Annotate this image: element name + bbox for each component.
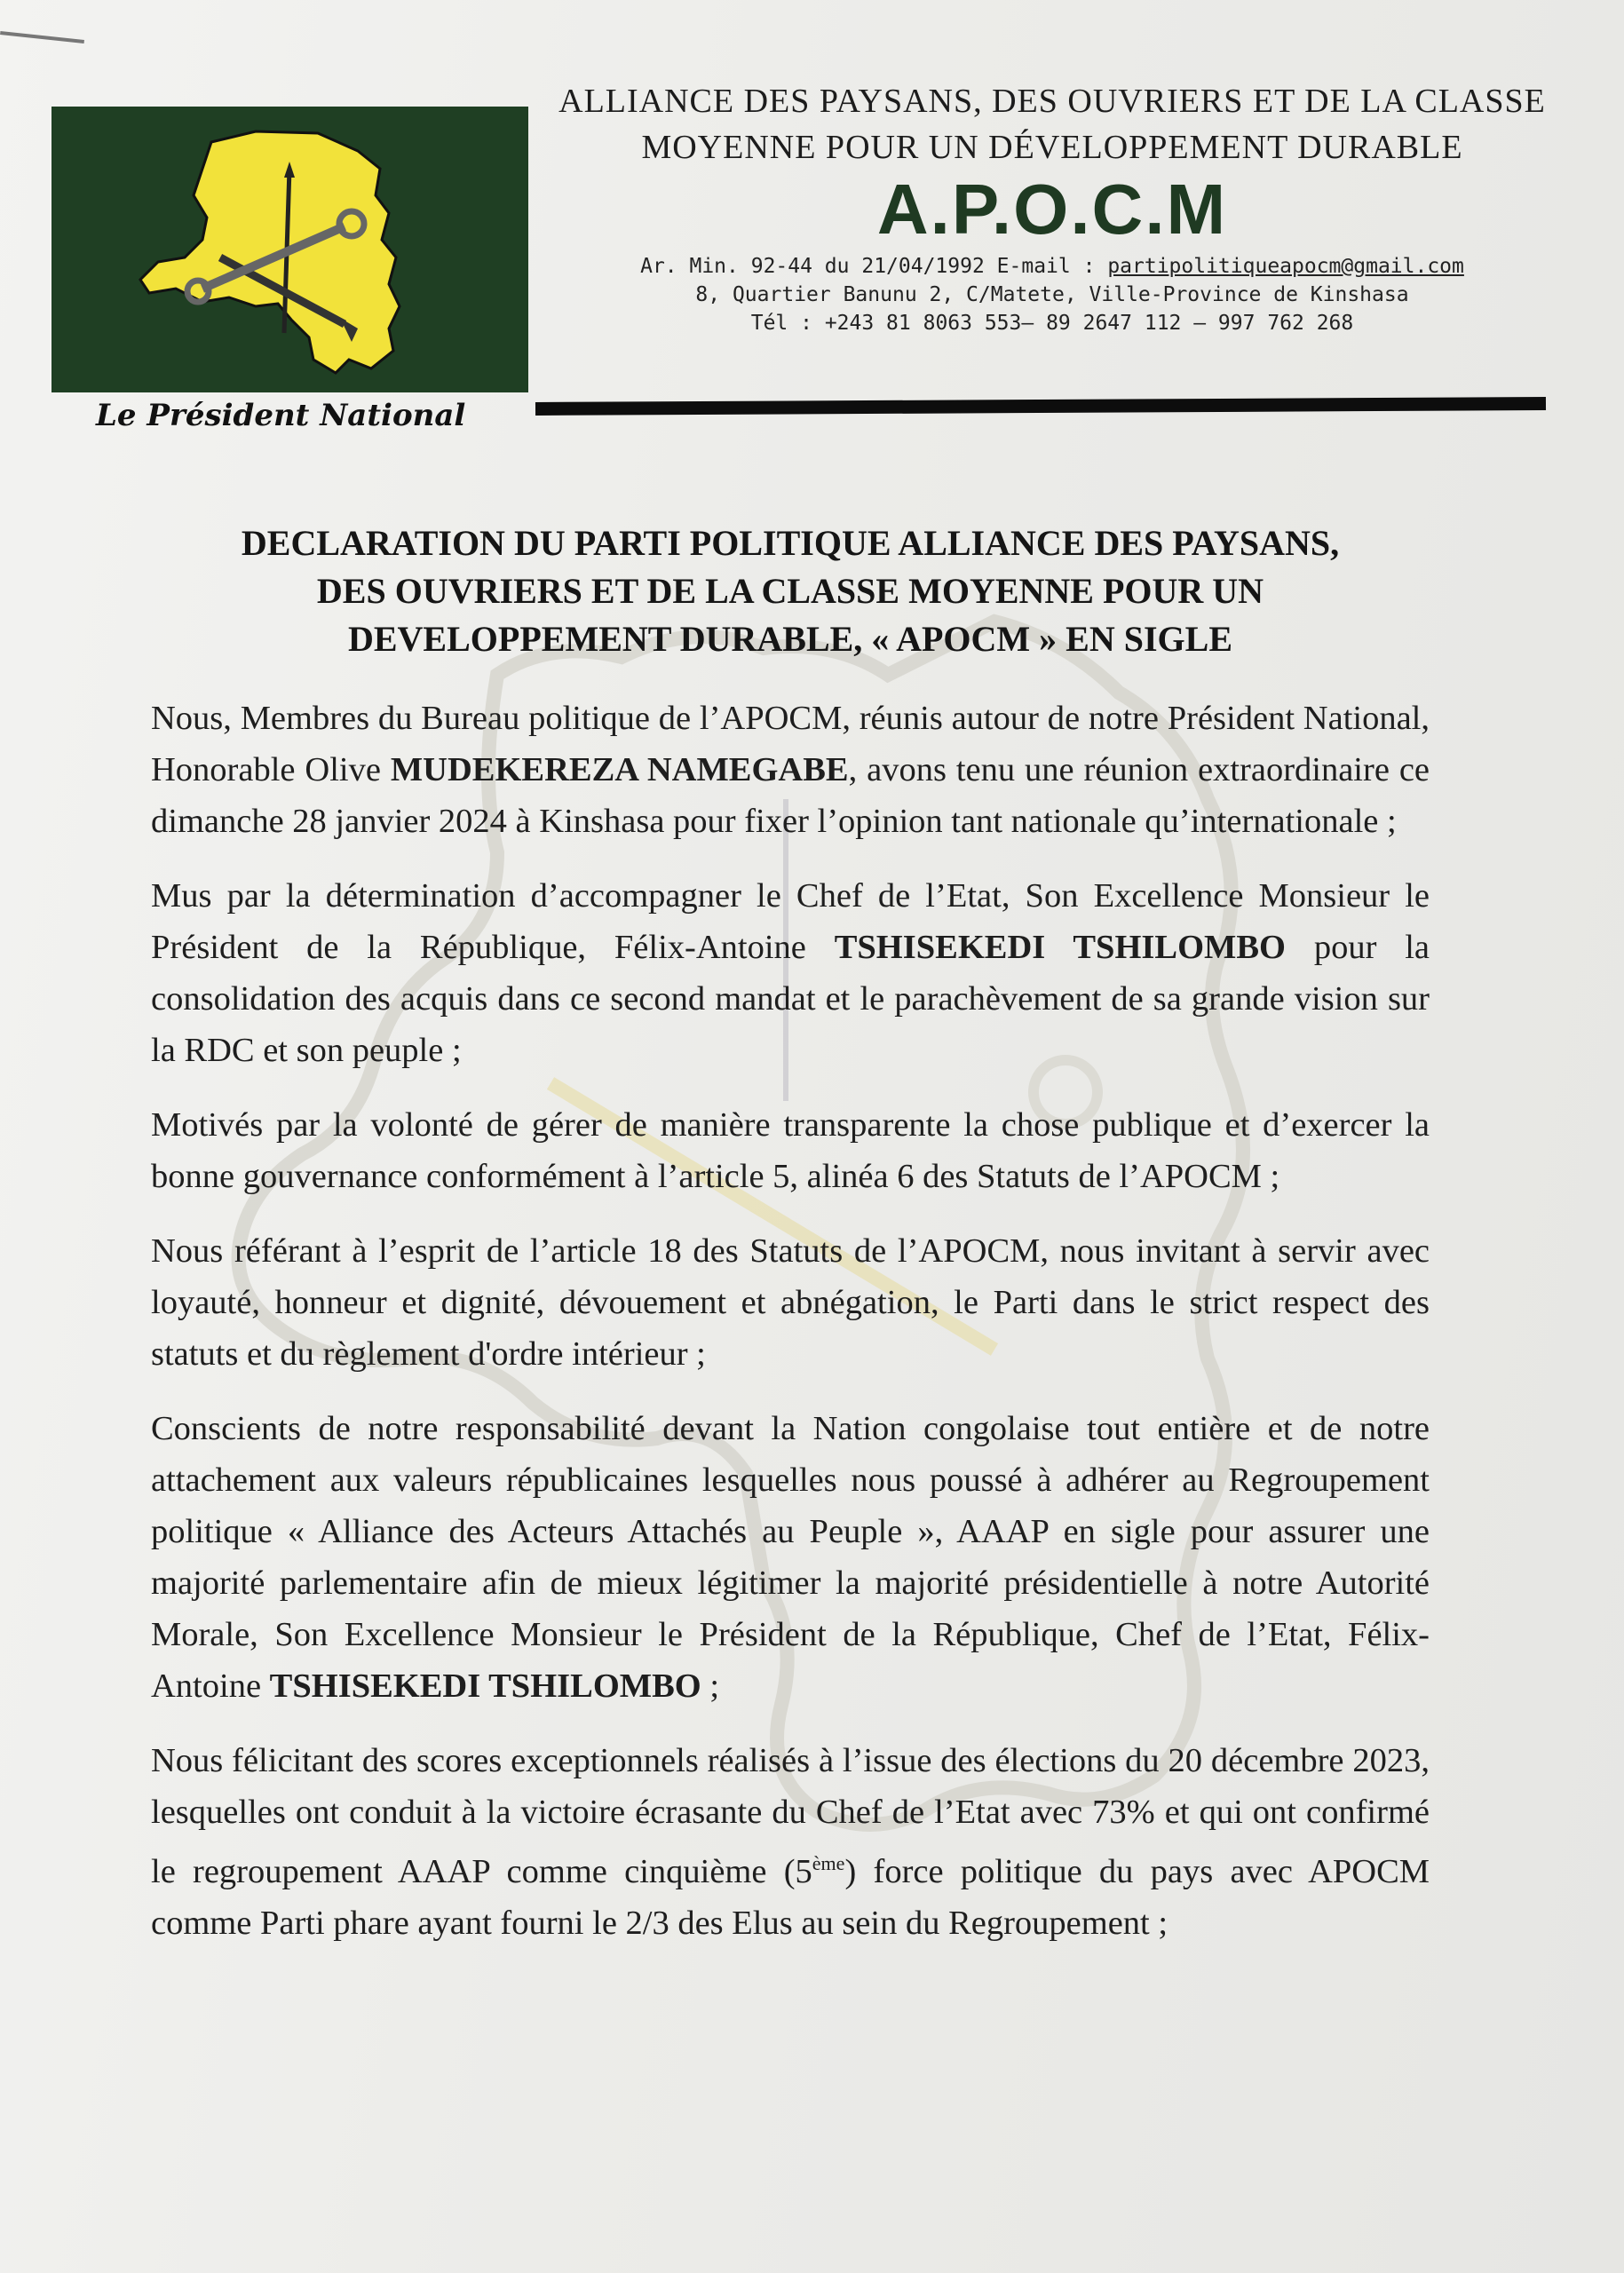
paragraph-4: Nous référant à l’esprit de l’article 18 des Statuts de l’APOCM, nous invitant à servir avec loyauté, honneur et dignité, dévouement et abnégation, le Parti dans le strict respect des statuts et du règlement d'ordre intérieur ; xyxy=(151,1232,1430,1373)
p1-bold-name: MUDEKEREZA NAMEGABE xyxy=(390,751,849,788)
declaration-title xyxy=(160,519,1421,663)
address-line: 8, Quartier Banunu 2, C/Matete, Ville-Province de Kinshasa xyxy=(695,283,1409,306)
p5-bold-name: TSHISEKEDI TSHILOMBO xyxy=(269,1667,701,1705)
title-line-2: DES OUVRIERS ET DE LA CLASSE MOYENNE POUR UN xyxy=(316,571,1264,611)
p6-text-a: Nous félicitant des scores exceptionnels réalisés à l’issue des élections du 20 décembre 2023, lesquelles ont conduit à la victoire écrasante du Chef de l’Etat avec 73% et qui ont confirmé le regroupement AAAP comme cinquième (5 xyxy=(151,1742,1430,1890)
paragraph-3: Motivés par la volonté de gérer de manière transparente la chose publique et d’exercer la bonne gouvernance conformément à l’article 5, alinéa 6 des Statuts de l’APOCM ; xyxy=(151,1106,1430,1195)
org-name-line-1: ALLIANCE DES PAYSANS, DES OUVRIERS ET DE LA CLASSE xyxy=(558,83,1546,120)
declaration-body xyxy=(151,693,1430,1972)
paragraph-1 xyxy=(151,693,1430,847)
p5-text-b: ; xyxy=(701,1667,720,1705)
paragraph-5 xyxy=(151,1403,1430,1712)
signature-label: Le Président National xyxy=(96,398,466,433)
org-name-line-2: MOYENNE POUR UN DÉVELOPPEMENT DURABLE xyxy=(641,129,1463,166)
p1-text-b: , avons tenu une réunion extraordinaire ce dimanche 28 janvier 2024 à Kinshasa pour fixer l’opinion tant nationale qu’internationale ; xyxy=(151,751,1430,840)
p6-text-b: ) force politique du pays avec APOCM comme Parti phare ayant fourni le 2/3 des Elus au sein du Regroupement ; xyxy=(151,1852,1430,1942)
title-line-3: DEVELOPPEMENT DURABLE, « APOCM » EN SIGLE xyxy=(347,619,1233,659)
p5-text-a: Conscients de notre responsabilité devant la Nation congolaise tout entière et de notre attachement aux valeurs républicaines lesquelles nous poussé à adhérer au Regroupement politique « Alliance des Acteurs Attachés au Peuple », AAAP en sigle pour assurer une majorité parlementaire afin de mieux légitimer la majorité présidentielle à notre Autorité Morale, Son Excellence Monsieur le Président de la République, Chef de l’Etat, Félix-Antoine xyxy=(151,1410,1430,1705)
drc-map-with-tools-icon xyxy=(51,107,528,392)
title-line-1: DECLARATION DU PARTI POLITIQUE ALLIANCE DES PAYSANS, xyxy=(241,523,1340,563)
email-link[interactable]: partipolitiqueapocm@gmail.com xyxy=(1107,255,1464,278)
phone-line: Tél : +243 81 8063 553– 89 2647 112 – 997 762 268 xyxy=(750,312,1354,335)
paragraph-2 xyxy=(151,870,1430,1076)
p2-text-a: Mus par la détermination d’accompagner le Chef de l’Etat, Son Excellence Monsieur le Président de la République, Félix-Antoine xyxy=(151,877,1430,966)
p2-bold-name: TSHISEKEDI TSHILOMBO xyxy=(834,929,1286,966)
organization-name xyxy=(533,78,1572,170)
contact-block xyxy=(533,252,1572,337)
paragraph-6 xyxy=(151,1735,1430,1949)
organization-acronym: A.P.O.C.M xyxy=(876,170,1228,249)
party-logo xyxy=(51,107,528,392)
p1-text-a: Nous, Membres du Bureau politique de l’APOCM, réunis autour de notre Président National, Honorable Olive xyxy=(151,700,1430,788)
p2-text-b: pour la consolidation des acquis dans ce second mandat et le parachèvement de sa grande vision sur la RDC et son peuple ; xyxy=(151,929,1430,1069)
registration-text: Ar. Min. 92-44 du 21/04/1992 E-mail : xyxy=(640,255,1096,278)
p6-superscript: ème xyxy=(812,1852,845,1874)
registration-line xyxy=(533,252,1572,281)
